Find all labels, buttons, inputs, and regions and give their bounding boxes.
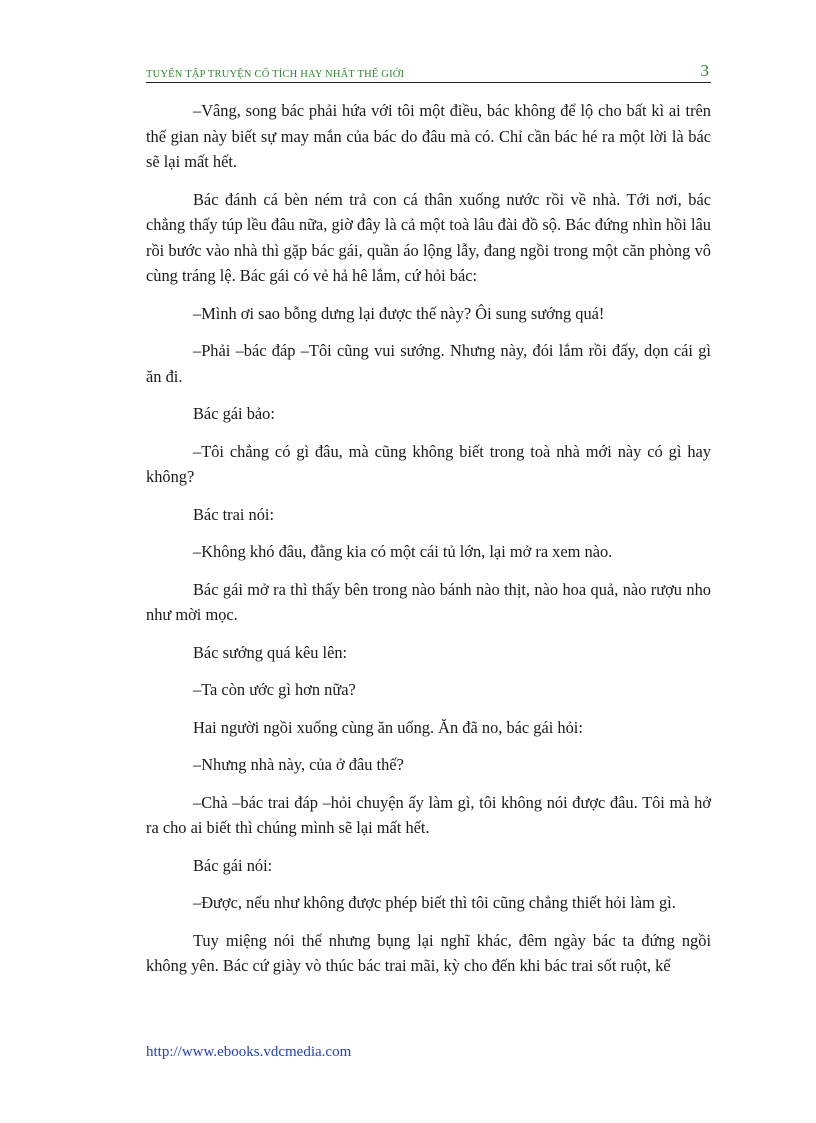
paragraph: Hai người ngồi xuống cùng ăn uống. Ăn đã no, bác gái hỏi: [193,717,583,737]
paragraph: Bác đánh cá bèn ném trả con cá thân xuống nước rồi về nhà. Tới nơi, bác chẳng thấy túp lều đâu nữa, giờ đây là cả một toà lâu đài đồ sộ. Bác đứng nhìn hồi lâu rồi bước vào nhà thì gặp bác gái, quần áo lộng lẫy, đang ngồi trong một căn phòng vô cùng tráng lệ. Bác gái có vẻ hả hê lắm, cứ hỏi bác: [146,189,711,285]
paragraph: Bác sướng quá kêu lên: [193,642,348,662]
paragraph: –Được, nếu như không được phép biết thì tôi cũng chẳng thiết hỏi làm gì. [193,893,676,912]
book-title: TUYỂN TẬP TRUYỆN CỔ TÍCH HAY NHẤT THẾ GIỚI [146,69,405,80]
paragraph: Bác trai nói: [193,504,275,524]
page-header [146,62,711,83]
page-number: 3 [700,61,709,80]
paragraph: –Phải –bác đáp –Tôi cũng vui sướng. Nhưng này, đói lắm rồi đấy, dọn cái gì ăn đi. [146,341,711,386]
paragraph: –Không khó đâu, đằng kia có một cái tủ lớn, lại mở ra xem nào. [193,542,613,561]
paragraph: –Chà –bác trai đáp –hỏi chuyện ấy làm gì, tôi không nói được đâu. Tôi mà hở ra cho ai biết thì chúng mình sẽ lại mất hết. [146,792,711,837]
paragraph: –Nhưng nhà này, của ở đâu thế? [193,755,404,774]
paragraph: –Tôi chẳng có gì đâu, mà cũng không biết trong toà nhà mới này có gì hay không? [146,441,711,486]
paragraph: Bác gái bảo: [193,404,275,423]
footer-link[interactable]: http://www.ebooks.vdcmedia.com [146,1044,352,1060]
paragraph: –Mình ơi sao bỗng dưng lại được thế này? Ôi sung sướng quá! [193,303,605,323]
paragraph: Bác gái nói: [193,855,273,875]
story-text [146,98,711,991]
paragraph: –Vâng, song bác phải hứa với tôi một điều, bác không để lộ cho bất kì ai trên thế gian này biết sự may mắn của bác do đâu mà có. Chỉ cần bác hé ra một lời là bác sẽ lại mất hết. [146,101,711,171]
paragraph: Tuy miệng nói thế nhưng bụng lại nghĩ khác, đêm ngày bác ta đứng ngồi không yên. Bác cứ giày vò thúc bác trai mãi, kỳ cho đến khi bác trai sốt ruột, kể [146,930,711,975]
paragraph: –Ta còn ước gì hơn nữa? [193,680,356,699]
paragraph: Bác gái mở ra thì thấy bên trong nào bánh nào thịt, nào hoa quả, nào rượu nho như mời mọc. [146,579,711,624]
